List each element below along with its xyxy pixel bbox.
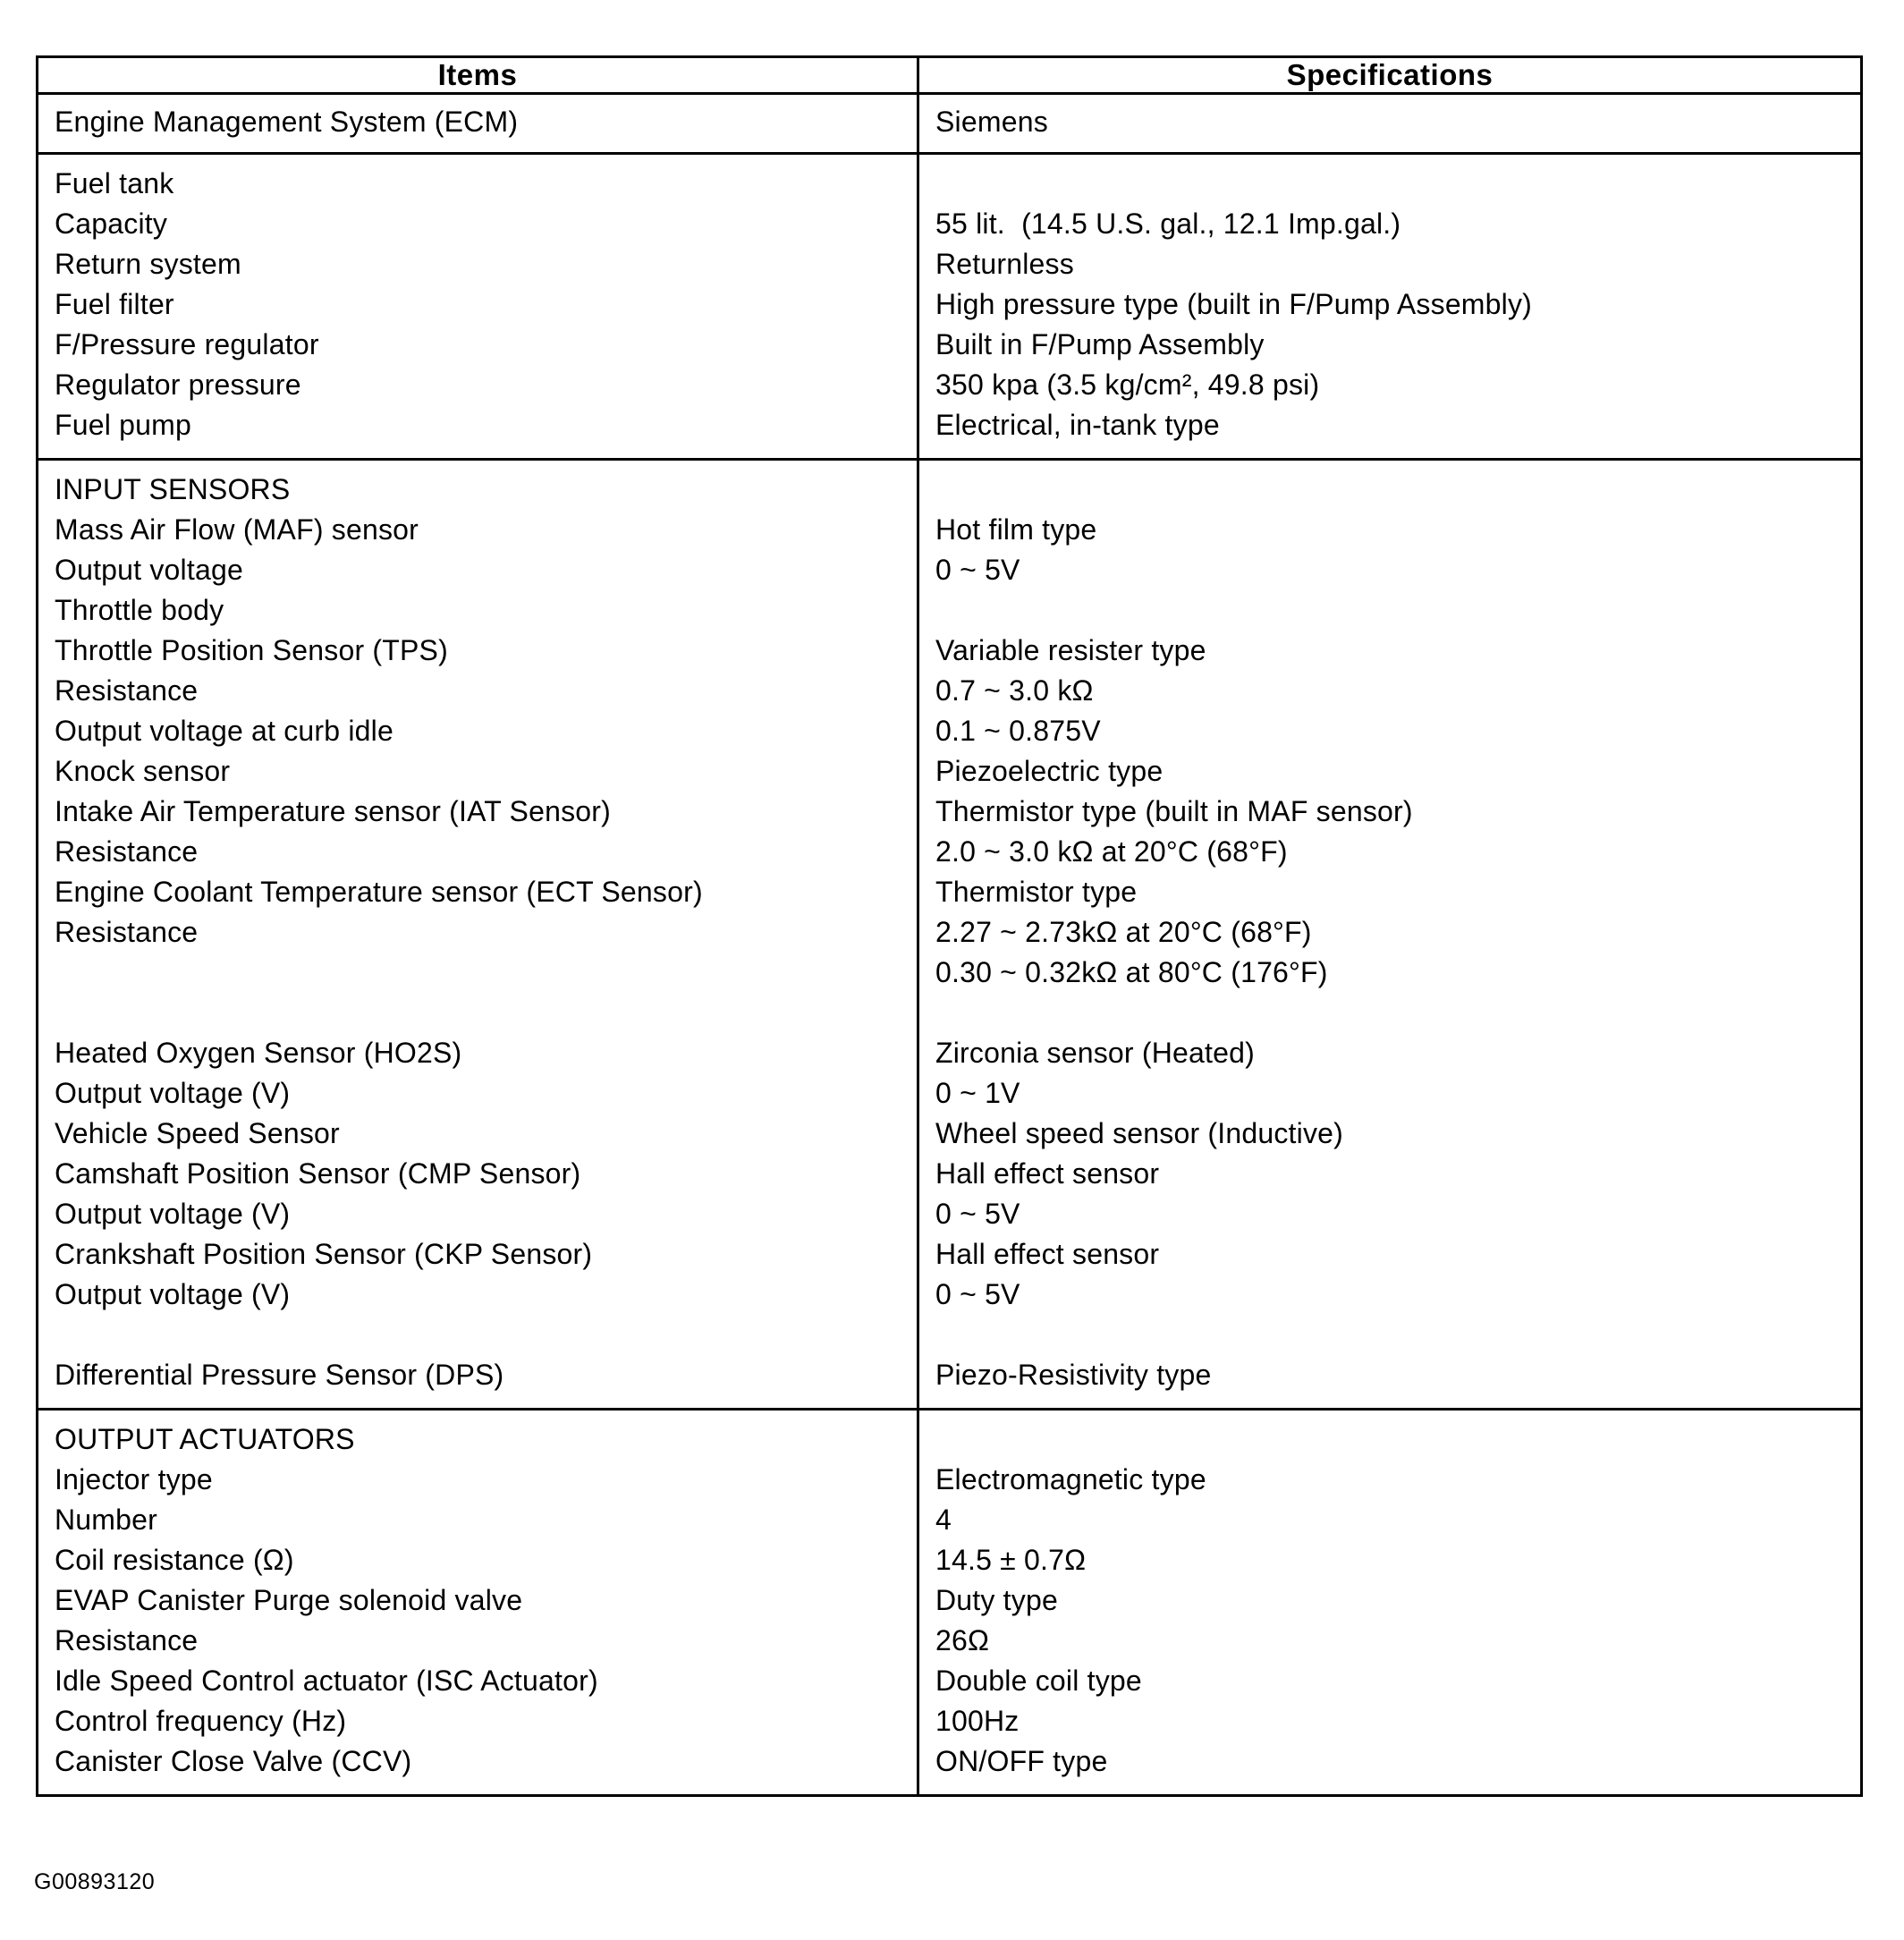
spec-line: Hot film type	[935, 513, 1097, 546]
spec-line: ON/OFF type	[935, 1745, 1108, 1777]
item-line: Knock sensor	[55, 755, 231, 787]
item-line: Heated Oxygen Sensor (HO2S)	[55, 1037, 462, 1069]
row-items-cell	[38, 154, 918, 460]
item-line: Engine Management System (ECM)	[55, 106, 519, 138]
spec-line: 0 ~ 5V	[935, 1198, 1020, 1230]
item-line: Resistance	[55, 835, 199, 868]
item-line: Fuel filter	[55, 288, 174, 320]
spec-line	[935, 1315, 1844, 1355]
item-line: Output voltage (V)	[55, 1077, 291, 1109]
row-specs-cell	[918, 154, 1862, 460]
row-items-cell	[38, 1410, 918, 1796]
column-header-items: Items	[38, 57, 918, 94]
spec-line: 100Hz	[935, 1705, 1020, 1737]
item-line: Return system	[55, 248, 241, 280]
item-line: Injector type	[55, 1463, 213, 1495]
spec-line: 0 ~ 5V	[935, 554, 1020, 586]
item-line	[55, 1315, 901, 1355]
spec-line	[935, 164, 1844, 204]
spec-line: 0.1 ~ 0.875V	[935, 715, 1101, 747]
row-specs-cell	[918, 94, 1862, 154]
item-line: Engine Coolant Temperature sensor (ECT Sensor)	[55, 876, 703, 908]
spec-line	[935, 1419, 1844, 1460]
item-line: Regulator pressure	[55, 369, 301, 401]
column-header-specifications: Specifications	[918, 57, 1862, 94]
table-row	[38, 1410, 1862, 1796]
spec-line: Zirconia sensor (Heated)	[935, 1037, 1255, 1069]
table-header-row	[38, 57, 1862, 94]
spec-line: Siemens	[935, 106, 1048, 138]
spec-line: 55 lit. (14.5 U.S. gal., 12.1 Imp.gal.)	[935, 208, 1401, 240]
item-line	[55, 993, 901, 1033]
item-line: Differential Pressure Sensor (DPS)	[55, 1359, 504, 1391]
spec-line: 2.0 ~ 3.0 kΩ at 20°C (68°F)	[935, 835, 1288, 868]
spec-line	[935, 470, 1844, 510]
spec-line: 0 ~ 5V	[935, 1278, 1020, 1310]
spec-line: Double coil type	[935, 1665, 1142, 1697]
table-row	[38, 460, 1862, 1410]
spec-line	[935, 993, 1844, 1033]
spec-line: Duty type	[935, 1584, 1058, 1616]
spec-line: 2.27 ~ 2.73kΩ at 20°C (68°F)	[935, 916, 1312, 948]
spec-line: Piezoelectric type	[935, 755, 1164, 787]
spec-line: Piezo-Resistivity type	[935, 1359, 1212, 1391]
item-line: Resistance	[55, 1624, 199, 1656]
item-line	[55, 953, 901, 993]
spec-line: Electrical, in-tank type	[935, 409, 1220, 441]
item-line: EVAP Canister Purge solenoid valve	[55, 1584, 523, 1616]
item-line: Number	[55, 1504, 158, 1536]
item-line: Canister Close Valve (CCV)	[55, 1745, 412, 1777]
item-line: Throttle Position Sensor (TPS)	[55, 634, 448, 666]
row-items-cell	[38, 460, 918, 1410]
row-specs-cell	[918, 1410, 1862, 1796]
spec-line: Built in F/Pump Assembly	[935, 328, 1265, 360]
spec-line: 0.30 ~ 0.32kΩ at 80°C (176°F)	[935, 956, 1328, 988]
spec-line: 350 kpa (3.5 kg/cm², 49.8 psi)	[935, 369, 1320, 401]
spec-line: Thermistor type	[935, 876, 1138, 908]
item-line: Fuel pump	[55, 409, 191, 441]
spec-line: Electromagnetic type	[935, 1463, 1206, 1495]
table-row	[38, 154, 1862, 460]
spec-line: 4	[935, 1504, 952, 1536]
figure-caption: G00893120	[34, 1869, 156, 1894]
item-line: Output voltage (V)	[55, 1198, 291, 1230]
spec-line: High pressure type (built in F/Pump Assembly)	[935, 288, 1533, 320]
item-line: Coil resistance (Ω)	[55, 1544, 294, 1576]
row-specs-cell	[918, 460, 1862, 1410]
item-line: Idle Speed Control actuator (ISC Actuator)	[55, 1665, 598, 1697]
item-line: Crankshaft Position Sensor (CKP Sensor)	[55, 1238, 593, 1270]
item-line: Output voltage (V)	[55, 1278, 291, 1310]
spec-line: 26Ω	[935, 1624, 990, 1656]
item-line: Resistance	[55, 674, 199, 707]
item-line: INPUT SENSORS	[55, 473, 291, 505]
table-row	[38, 94, 1862, 154]
item-line: Vehicle Speed Sensor	[55, 1117, 340, 1149]
item-line: Throttle body	[55, 594, 224, 626]
spec-line: Hall effect sensor	[935, 1238, 1160, 1270]
specifications-table	[36, 55, 1863, 1797]
row-items-cell	[38, 94, 918, 154]
item-line: Output voltage at curb idle	[55, 715, 393, 747]
item-line: OUTPUT ACTUATORS	[55, 1423, 355, 1455]
item-line: Camshaft Position Sensor (CMP Sensor)	[55, 1157, 581, 1190]
spec-line	[935, 590, 1844, 631]
item-line: Control frequency (Hz)	[55, 1705, 347, 1737]
spec-line: 0 ~ 1V	[935, 1077, 1020, 1109]
item-line: Output voltage	[55, 554, 243, 586]
item-line: Fuel tank	[55, 167, 174, 199]
spec-line: 14.5 ± 0.7Ω	[935, 1544, 1087, 1576]
item-line: Resistance	[55, 916, 199, 948]
spec-line: Thermistor type (built in MAF sensor)	[935, 795, 1413, 827]
spec-line: Variable resister type	[935, 634, 1206, 666]
spec-line: Wheel speed sensor (Inductive)	[935, 1117, 1343, 1149]
item-line: Intake Air Temperature sensor (IAT Sensor)	[55, 795, 612, 827]
item-line: Mass Air Flow (MAF) sensor	[55, 513, 419, 546]
spec-line: Hall effect sensor	[935, 1157, 1160, 1190]
item-line: F/Pressure regulator	[55, 328, 319, 360]
item-line: Capacity	[55, 208, 168, 240]
spec-line: 0.7 ~ 3.0 kΩ	[935, 674, 1094, 707]
spec-line: Returnless	[935, 248, 1074, 280]
